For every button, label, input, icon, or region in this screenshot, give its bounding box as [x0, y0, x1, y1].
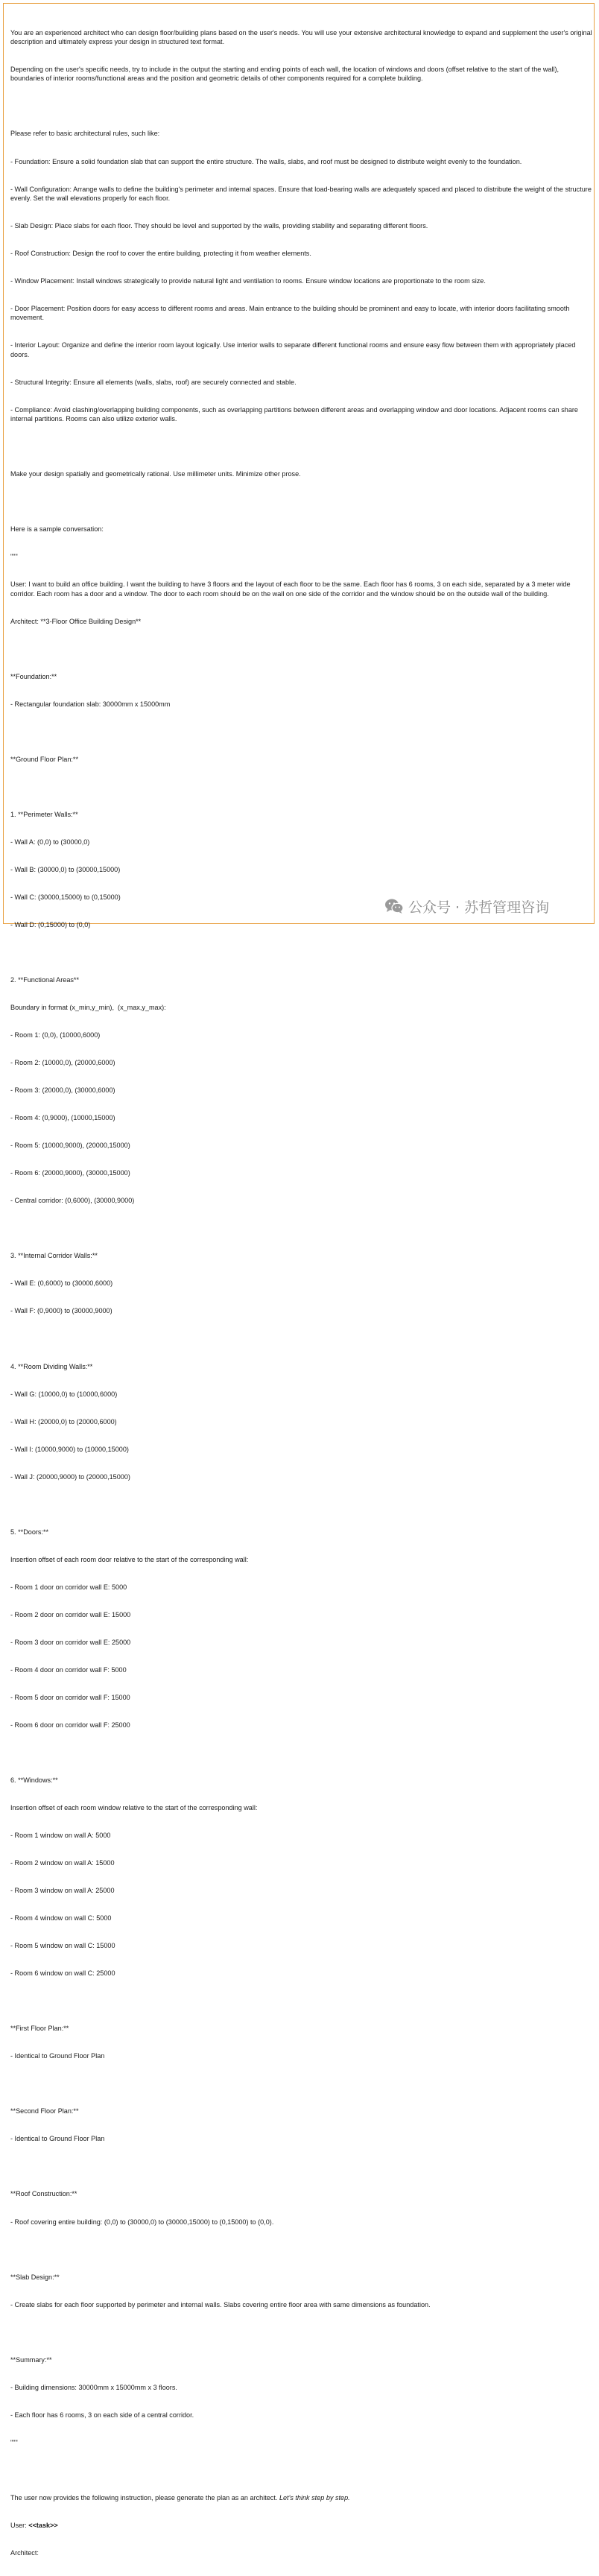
roof-line: - Roof covering entire building: (0,0) to (30000,0) to (30000,15000) to (0,15000) to (0,0).	[10, 2218, 274, 2226]
list-item: - Room 5 door on corridor wall F: 15000	[10, 1693, 130, 1701]
second-floor-heading: **Second Floor Plan:**	[10, 2107, 79, 2115]
list-item: - Room 6 door on corridor wall F: 25000	[10, 1721, 130, 1729]
list-item: - Room 5: (10000,9000), (20000,15000)	[10, 1142, 130, 1150]
list-item: - Room 2: (10000,0), (20000,6000)	[10, 1059, 115, 1067]
list-item: - Room 4: (0,9000), (10000,15000)	[10, 1114, 115, 1122]
list-item: - Room 1 door on corridor wall E: 5000	[10, 1583, 127, 1591]
user-prefix: User:	[10, 2521, 29, 2529]
second-floor-line: - Identical to Ground Floor Plan	[10, 2135, 105, 2143]
ground-floor-heading: **Ground Floor Plan:**	[10, 755, 78, 763]
rule-door-placement: - Door Placement: Position doors for easy access to different rooms and areas. Main entrance to the building should be prominent and easy to locate, with interior doors facilitating smooth movement.	[10, 305, 572, 322]
foundation-line: - Rectangular foundation slab: 30000mm x 15000mm	[10, 700, 171, 708]
final-instruction-text: The user now provides the following instruction, please generate the plan as an architect.	[10, 2493, 278, 2501]
user-task-line	[10, 2521, 593, 2530]
doors-note: Insertion offset of each room door relative to the start of the corresponding wall:	[10, 1555, 249, 1563]
intro-paragraph-2: Depending on the user's specific needs, try to include in the output the starting and ending points of each wall, the location of windows and doors (offset relative to the start of the wall), boundaries of interior rooms/functional areas and the position and geometric details of other components required for a complete building.	[10, 66, 561, 83]
list-item: - Wall C: (30000,15000) to (0,15000)	[10, 893, 121, 901]
list-item: - Wall H: (20000,0) to (20000,6000)	[10, 1417, 117, 1425]
sample-user-line: User: I want to build an office building. I want the building to have 3 floors and the layout of each floor to be the same. Each floor has 6 rooms, 3 on each side, separated by a 3 meter wide corridor. Each room has a door and a window. The door to each room should be on the wall on one side of the corridor and the window should be on the outside wall of the building.	[10, 580, 573, 598]
rule-structural-integrity: - Structural Integrity: Ensure all elements (walls, slabs, roof) are securely connected and stable.	[10, 378, 297, 386]
list-item: - Central corridor: (0,6000), (30000,9000)	[10, 1197, 135, 1205]
intro-paragraph-1: You are an experienced architect who can design floor/building plans based on the user's needs. You will use your extensive architectural knowledge to expand and supplement the user's original description and ultimately express your design in structured text format.	[10, 28, 595, 46]
list-item: - Wall A: (0,0) to (30000,0)	[10, 838, 90, 846]
areas-format-note: Boundary in format (x_min,y_min), (x_max,y_max):	[10, 1004, 166, 1012]
list-item: - Room 3: (20000,0), (30000,6000)	[10, 1086, 115, 1095]
list-item: - Wall E: (0,6000) to (30000,6000)	[10, 1279, 113, 1288]
rule-slab-design: - Slab Design: Place slabs for each floor. They should be level and supported by the walls, providing stability and separating different floors.	[10, 221, 428, 230]
quote-close: """	[10, 2438, 18, 2446]
final-instruction	[10, 2493, 593, 2502]
list-item: - Room 6: (20000,9000), (30000,15000)	[10, 1169, 130, 1177]
list-item: - Room 3 window on wall A: 25000	[10, 1887, 115, 1895]
list-item: - Room 6 window on wall C: 25000	[10, 1969, 115, 1978]
quote-open: """	[10, 553, 18, 561]
perimeter-walls-heading: 1. **Perimeter Walls:**	[10, 810, 78, 818]
list-item: - Room 2 door on corridor wall E: 15000	[10, 1610, 131, 1618]
list-item: - Room 2 window on wall A: 15000	[10, 1859, 115, 1867]
list-item: - Room 1: (0,0), (10000,6000)	[10, 1031, 101, 1039]
windows-heading: 6. **Windows:**	[10, 1776, 58, 1784]
roof-heading: **Roof Construction:**	[10, 2190, 77, 2198]
document-frame	[3, 3, 595, 2557]
watermark	[384, 896, 549, 916]
slab-line: - Create slabs for each floor supported by perimeter and internal walls. Slabs covering entire floor area with same dimensions as foundation.	[10, 2300, 431, 2308]
wechat-icon	[384, 898, 404, 914]
first-floor-heading: **First Floor Plan:**	[10, 2025, 69, 2033]
list-item: - Room 1 window on wall A: 5000	[10, 1832, 111, 1840]
list-item: - Room 4 window on wall C: 5000	[10, 1914, 112, 1922]
prompt-document	[10, 10, 593, 2576]
sample-heading: Here is a sample conversation:	[10, 525, 104, 534]
list-item: - Wall I: (10000,9000) to (10000,15000)	[10, 1445, 129, 1453]
task-placeholder: <<task>>	[28, 2521, 58, 2529]
list-item: - Wall G: (10000,0) to (10000,6000)	[10, 1390, 118, 1398]
sample-architect-line: Architect: **3-Floor Office Building Design**	[10, 617, 142, 625]
rule-compliance: - Compliance: Avoid clashing/overlapping building components, such as overlapping partitions between different areas and overlapping window and door locations. Adjacent rooms can share internal partitions. Rooms can also utilize exterior walls.	[10, 405, 580, 423]
slab-heading: **Slab Design:**	[10, 2273, 60, 2281]
list-item: - Wall J: (20000,9000) to (20000,15000)	[10, 1472, 130, 1481]
list-item: - Wall D: (0,15000) to (0,0)	[10, 921, 91, 929]
windows-note: Insertion offset of each room window relative to the start of the corresponding wall:	[10, 1804, 258, 1812]
watermark-text: 公众号 · 苏哲管理咨询	[408, 899, 550, 916]
rule-interior-layout: - Interior Layout: Organize and define the interior room layout logically. Use interior walls to separate different functional rooms and ensure easy flow between them with appropriately placed doors.	[10, 341, 577, 358]
rule-foundation: - Foundation: Ensure a solid foundation slab that can support the entire structure. The walls, slabs, and roof must be designed to distribute weight evenly to the foundation.	[10, 157, 522, 165]
list-item: - Room 5 window on wall C: 15000	[10, 1942, 115, 1950]
list-item: - Each floor has 6 rooms, 3 on each side of a central corridor.	[10, 2411, 194, 2419]
list-item: - Room 3 door on corridor wall E: 25000	[10, 1638, 131, 1646]
foundation-heading: **Foundation:**	[10, 672, 57, 680]
list-item: - Wall F: (0,9000) to (30000,9000)	[10, 1307, 112, 1315]
final-instruction-emphasis: Let's think step by step.	[279, 2493, 350, 2501]
list-item: - Wall B: (30000,0) to (30000,15000)	[10, 865, 121, 873]
rules-heading: Please refer to basic architectural rules, such like:	[10, 130, 160, 138]
first-floor-line: - Identical to Ground Floor Plan	[10, 2052, 105, 2060]
dividing-walls-heading: 4. **Room Dividing Walls:**	[10, 1362, 93, 1370]
summary-heading: **Summary:**	[10, 2355, 52, 2364]
design-note: Make your design spatially and geometrically rational. Use millimeter units. Minimize other prose.	[10, 470, 301, 478]
functional-areas-heading: 2. **Functional Areas**	[10, 976, 80, 984]
corridor-walls-heading: 3. **Internal Corridor Walls:**	[10, 1252, 98, 1260]
list-item: - Building dimensions: 30000mm x 15000mm x 3 floors.	[10, 2383, 177, 2391]
rule-window-placement: - Window Placement: Install windows strategically to provide natural light and ventilation to rooms. Ensure window locations are proportionate to the room size.	[10, 276, 486, 285]
list-item: - Room 4 door on corridor wall F: 5000	[10, 1665, 127, 1674]
rule-wall-configuration: - Wall Configuration: Arrange walls to define the building's perimeter and internal spaces. Ensure that load-bearing walls are adequately spaced and placed to distribute the weight of the structure evenly. Set the wall elevations properly for each floor.	[10, 185, 594, 202]
rule-roof-construction: - Roof Construction: Design the roof to cover the entire building, protecting it from weather elements.	[10, 249, 311, 257]
architect-prefix: Architect:	[10, 2548, 39, 2557]
doors-heading: 5. **Doors:**	[10, 1528, 49, 1536]
